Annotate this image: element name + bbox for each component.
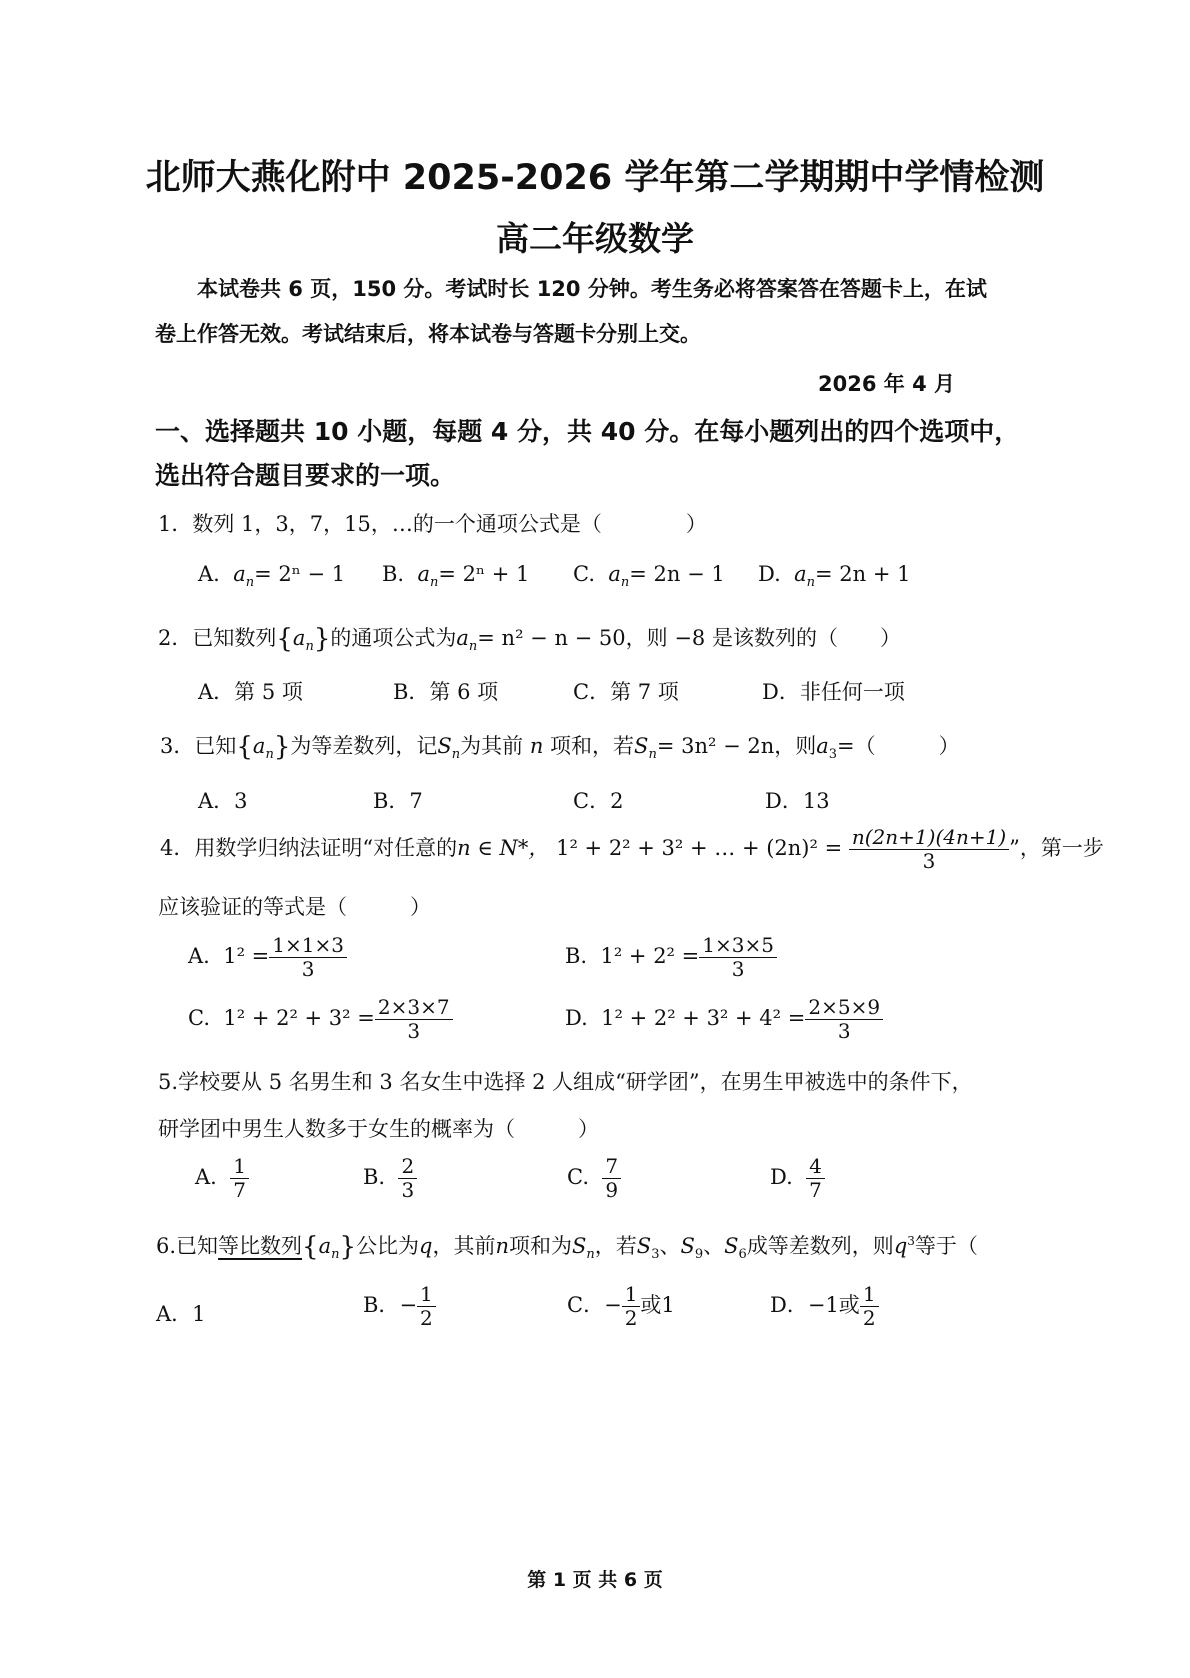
q3-formula: = 3n² − 2n， xyxy=(656,734,796,758)
q6-option-c-den: 2 xyxy=(624,1306,638,1330)
q6-option-d xyxy=(770,1283,879,1330)
q3-option-c: C．2 xyxy=(573,789,624,813)
q4-sum: 1² + 2² + 3² + … + (2n)² = xyxy=(556,836,843,860)
q2-stem-mid: 的通项公式为 xyxy=(330,626,457,650)
q5-option-d-den: 7 xyxy=(809,1178,822,1202)
q2-formula: = n² − n − 50， xyxy=(477,626,647,650)
q4-option-c-num: 2×3×7 xyxy=(375,996,453,1020)
q1-option-b-expr: = 2ⁿ + 1 xyxy=(438,562,530,586)
q6-option-c-sign: − xyxy=(604,1293,622,1317)
q6-option-b-num: 1 xyxy=(417,1283,436,1307)
q5-option-a-num: 1 xyxy=(230,1155,249,1179)
q5-option-c xyxy=(567,1155,621,1202)
q3-stem-tail: =（ ） xyxy=(837,734,960,758)
q4-fraction-den: 3 xyxy=(922,849,936,873)
page-footer: 第 1 页 共 6 页 xyxy=(527,1569,663,1591)
q6-option-b-label: B． xyxy=(363,1293,400,1317)
q6-option-a: A．1 xyxy=(156,1302,206,1326)
q4-option-d-den: 3 xyxy=(837,1019,851,1043)
q5-option-c-num: 7 xyxy=(602,1155,621,1179)
section-heading-line-2: 选出符合题目要求的一项。 xyxy=(155,461,456,490)
q4-fraction xyxy=(849,826,1009,873)
question-4-line-2: 应该验证的等式是（ ） xyxy=(158,895,431,919)
q4-option-d xyxy=(565,996,883,1043)
q2-option-a: A．第 5 项 xyxy=(198,680,303,704)
q6-option-d-num: 1 xyxy=(860,1283,879,1307)
q4-option-d-num: 2×5×9 xyxy=(805,996,883,1020)
q3-stem-pre: 3．已知 xyxy=(160,734,237,758)
question-5-line-2: 研学团中男生人数多于女生的概率为（ ） xyxy=(158,1117,599,1141)
question-2-stem: 2．已知数列$\{a_n\}$的通项公式为$a_n= n^2 - n - 50$，则 −8 是该数列的（ ） xyxy=(158,624,901,655)
q5-option-b-label: B. xyxy=(363,1165,386,1189)
q5-option-a-den: 7 xyxy=(233,1178,246,1202)
q4-option-c xyxy=(188,996,453,1043)
q5-option-b xyxy=(363,1155,417,1202)
q1-option-d: D. $a_n= 2n + 1$ xyxy=(758,562,911,591)
q4-option-b xyxy=(565,934,777,981)
q6-option-c xyxy=(567,1283,675,1330)
section-heading-line-1: 一、选择题共 10 小题，每题 4 分，共 40 分。在每小题列出的四个选项中， xyxy=(155,417,1020,446)
q1-option-b: B. $a_n= 2^n + 1$ xyxy=(382,562,530,591)
q6-option-b-sign: − xyxy=(399,1293,418,1317)
q6-option-c-suffix: 或1 xyxy=(640,1293,675,1317)
q4-fraction-num: n(2n+1)(4n+1) xyxy=(849,826,1009,850)
q4-option-b-num: 1×3×5 xyxy=(699,934,777,958)
q3-stem-mid2: 为其前 xyxy=(460,734,524,758)
q2-stem-pre: 2．已知数列 xyxy=(158,626,277,650)
q4-set: n ∈ N*， xyxy=(457,836,550,860)
q5-option-d-num: 4 xyxy=(806,1155,825,1179)
q4-option-b-den: 3 xyxy=(731,957,745,981)
exam-subtitle: 高二年级数学 xyxy=(496,219,694,258)
q1-option-b-label: B. xyxy=(382,562,405,586)
exam-date: 2026 年 4 月 xyxy=(818,372,955,396)
q6-option-c-num: 1 xyxy=(622,1283,641,1307)
q1-option-a: A. $a_n= 2^n - 1$ xyxy=(198,562,346,591)
q4-stem-post: ”，第一步 xyxy=(1009,836,1104,860)
q1-option-a-label: A. xyxy=(198,562,220,586)
intro-line-1: 本试卷共 6 页，150 分。考试时长 120 分钟。考生务必将答案答在答题卡上，在试 xyxy=(197,277,987,301)
q4-option-d-label: D. xyxy=(565,1006,588,1030)
q5-option-c-label: C. xyxy=(567,1165,589,1189)
q4-option-a-den: 3 xyxy=(301,957,315,981)
q4-option-c-den: 3 xyxy=(407,1019,421,1043)
q4-option-a xyxy=(188,934,347,981)
question-5-line-1: 5.学校要从 5 名男生和 3 名女生中选择 2 人组成“研学团”，在男生甲被选中的条件下， xyxy=(158,1070,973,1094)
q1-option-c: C. $a_n= 2n - 1$ xyxy=(573,562,725,591)
exam-title: 北师大燕化附中 2025-2026 学年第二学期期中学情检测 xyxy=(145,158,1045,198)
q3-stem-mid3: 项和，若 xyxy=(550,734,635,758)
q6-option-d-den: 2 xyxy=(862,1306,876,1330)
q4-option-c-label: C. xyxy=(188,1006,210,1030)
q6-stem-tail: 等于（ xyxy=(914,1234,978,1258)
q1-option-a-expr: = 2ⁿ − 1 xyxy=(254,562,346,586)
q3-option-d: D．13 xyxy=(765,789,830,813)
q6-stem-mid1: 公比为 xyxy=(356,1234,420,1258)
q6-stem-mid3: 项和为 xyxy=(509,1234,573,1258)
q6-underlined-term: 等比数列 xyxy=(218,1234,303,1258)
q1-option-d-label: D. xyxy=(758,562,781,586)
q4-option-b-lhs: 1² + 2² = xyxy=(600,944,700,968)
q6-stem-pre: 6.已知 xyxy=(156,1234,219,1258)
q6-option-b xyxy=(363,1283,436,1330)
q6-option-d-sign: −1或 xyxy=(807,1293,860,1317)
q4-stem-pre: 4．用数学归纳法证明“对任意的 xyxy=(160,836,458,860)
q4-option-a-lhs: 1² = xyxy=(223,944,270,968)
q5-option-a xyxy=(195,1155,249,1202)
q3-stem-mid1: 为等差数列，记 xyxy=(290,734,438,758)
q4-option-a-label: A. xyxy=(188,944,210,968)
q5-option-b-num: 2 xyxy=(398,1155,417,1179)
q2-option-d: D．非任何一项 xyxy=(762,680,905,704)
q1-option-c-expr: = 2n − 1 xyxy=(629,562,725,586)
q4-option-b-label: B. xyxy=(565,944,588,968)
q3-stem-post: 则 xyxy=(795,734,817,758)
q5-option-b-den: 3 xyxy=(401,1178,415,1202)
q3-option-a: A．3 xyxy=(198,789,248,813)
q4-option-a-num: 1×1×3 xyxy=(269,934,347,958)
q1-option-d-expr: = 2n + 1 xyxy=(815,562,911,586)
q5-option-d xyxy=(770,1155,825,1202)
q6-stem-mid4: ，若 xyxy=(594,1234,637,1258)
q5-option-a-label: A. xyxy=(195,1165,217,1189)
q5-option-d-label: D. xyxy=(770,1165,793,1189)
q6-option-d-label: D． xyxy=(770,1293,808,1317)
q2-stem-post: 则 −8 是该数列的（ ） xyxy=(646,626,901,650)
question-4-stem xyxy=(160,826,1104,873)
q6-stem-mid2: ，其前 xyxy=(432,1234,496,1258)
question-3-stem: 3．已知$\{a_n\}$为等差数列，记$S_n$为其前 n 项和，若$S_n= 3n^2 - 2n$，则$a_3=$（ ） xyxy=(160,732,960,763)
q1-option-c-label: C. xyxy=(573,562,595,586)
q6-option-c-label: C． xyxy=(567,1293,605,1317)
intro-line-2: 卷上作答无效。考试结束后，将本试卷与答题卡分别上交。 xyxy=(155,322,701,346)
q2-option-b: B．第 6 项 xyxy=(393,680,499,704)
q4-option-d-lhs: 1² + 2² + 3² + 4² = xyxy=(601,1006,806,1030)
q5-option-c-den: 9 xyxy=(605,1178,619,1202)
q6-stem-mid5: 成等差数列，则 xyxy=(746,1234,894,1258)
question-1-stem: 1．数列 1，3，7，15，…的一个通项公式是（ ） xyxy=(158,512,707,536)
q6-option-b-den: 2 xyxy=(420,1306,433,1330)
q4-option-c-lhs: 1² + 2² + 3² = xyxy=(223,1006,375,1030)
q2-option-c: C．第 7 项 xyxy=(573,680,679,704)
question-6-stem: 6.已知等比数列$\{a_n\}$公比为q，其前n项和为$S_n$，若$S_3$、$S_9$、$S_6$成等差数列，则$q^3$等于（ xyxy=(156,1232,978,1263)
q3-option-b: B．7 xyxy=(373,789,423,813)
